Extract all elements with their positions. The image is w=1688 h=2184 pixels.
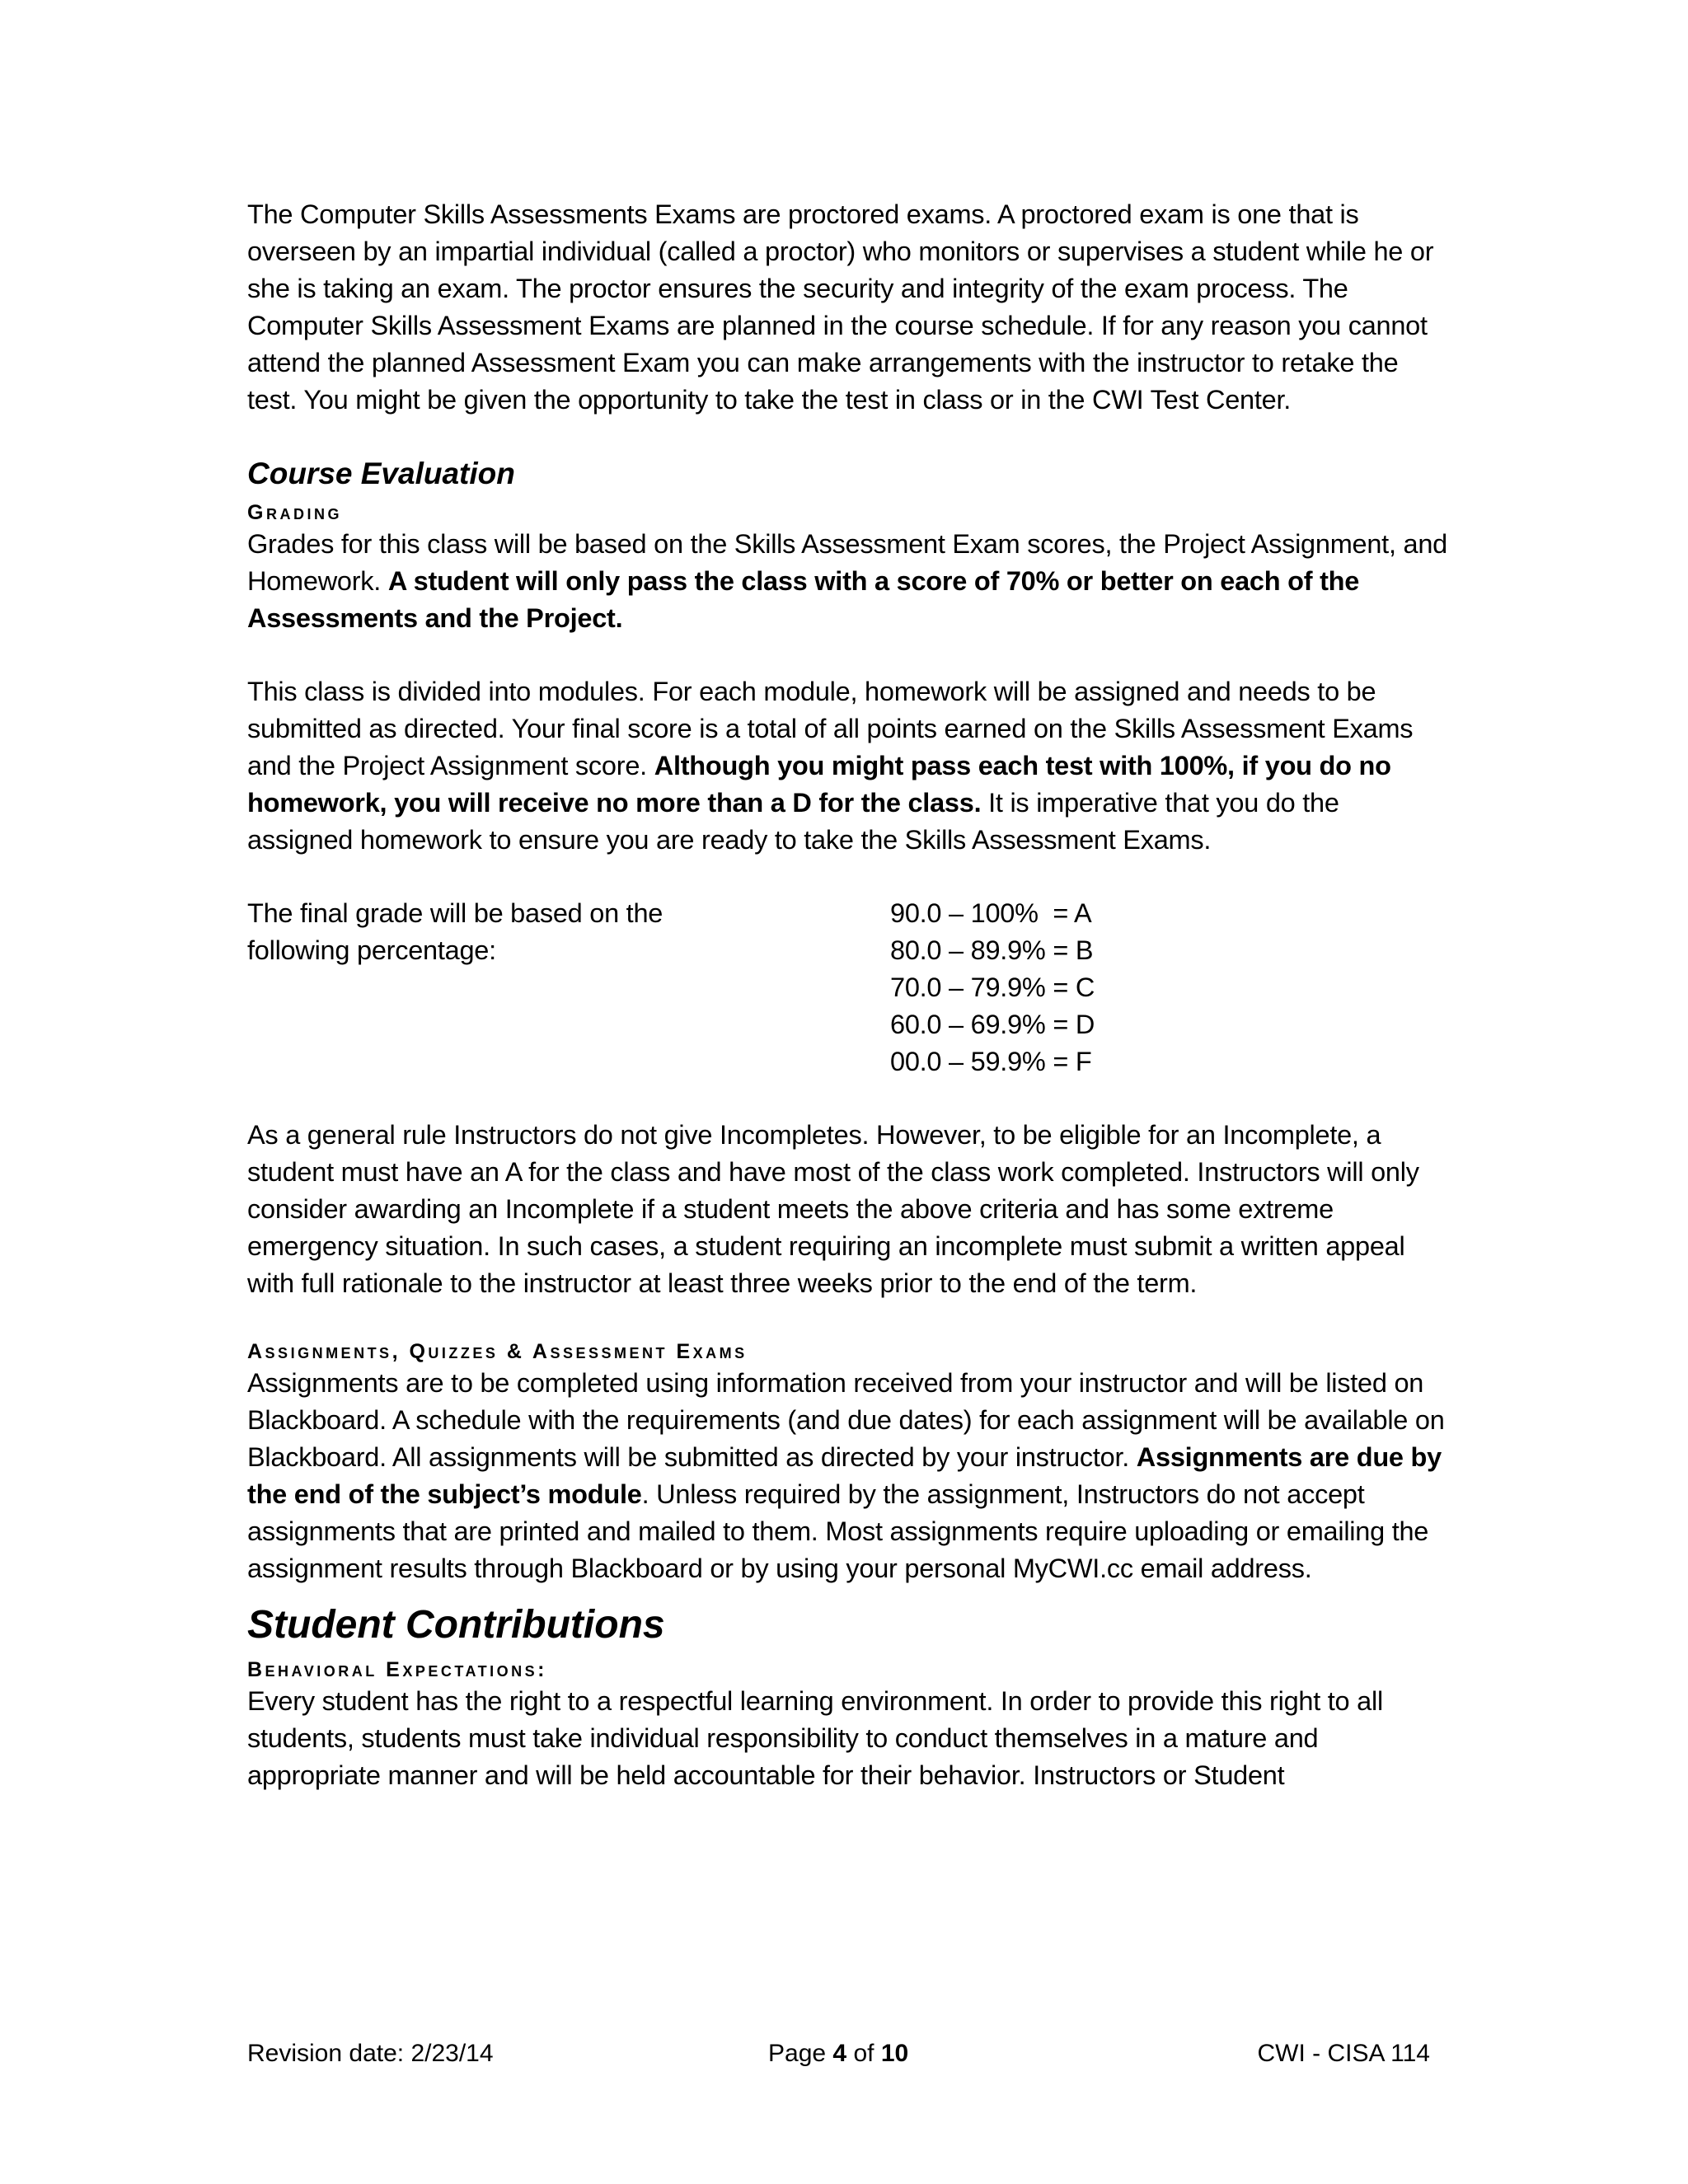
grade-scale-item: 80.0 – 89.9% = B — [890, 935, 1094, 965]
page-word: Page — [768, 2040, 827, 2067]
course-code: CWI - CISA 114 — [1257, 2040, 1430, 2067]
grade-scale-list — [890, 895, 1095, 1080]
grade-scale-label-line-2: following percentage: — [247, 935, 496, 965]
grading-heading: Grading — [247, 501, 342, 524]
modules-text-1: This class is divided into modules. For each module, homework will be assigned and needs to be submitted as directed. Your final score is a total of all points earned on the Skills Assessment Exams and the Project Assignment score. — [247, 677, 1414, 780]
student-contributions-heading: Student Contributions — [247, 1603, 665, 1647]
assignments-heading: Assignments, Quizzes & Assessment Exams — [247, 1340, 748, 1363]
grade-scale-label-line-1: The final grade will be based on the — [247, 898, 663, 928]
grade-scale-item: 70.0 – 79.9% = C — [890, 972, 1095, 1002]
assignments-bold-text: Assignments are due by the end of the subject’s module — [247, 1442, 1442, 1509]
grading-text: Grades for this class will be based on the Skills Assessment Exam scores, the Project Assignment, and Homework. — [247, 529, 1447, 596]
grade-scale-item: 90.0 – 100% = A — [890, 898, 1092, 928]
page-total: 10 — [880, 2040, 909, 2067]
grading-bold-text: A student will only pass the class with a score of 70% or better on each of the Assessments and the Project. — [247, 566, 1360, 633]
revision-date: Revision date: 2/23/14 — [247, 2040, 494, 2067]
assignments-paragraph — [247, 1365, 1451, 1587]
grade-scale-block — [247, 895, 1451, 1080]
intro-paragraph: The Computer Skills Assessments Exams are proctored exams. A proctored exam is one that is overseen by an impartial individual (called a proctor) who monitors or supervises a student while he or she is taking an exam. The proctor ensures the security and integrity of the exam process. The Computer Skills Assessment Exams are planned in the course schedule. If for any reason you cannot attend the planned Assessment Exam you can make arrangements with the instructor to retake the test. You might be given the opportunity to take the test in class or in the CWI Test Center. — [247, 199, 1434, 415]
behavioral-expectations-heading: Behavioral Expectations: — [247, 1658, 548, 1681]
document-page — [247, 196, 1451, 1794]
modules-bold-text: Although you might pass each test with 100%, if you do no homework, you will receive no more than a D for the class. — [247, 751, 1391, 818]
page-current: 4 — [832, 2040, 847, 2067]
assignments-text-2: . Unless required by the assignment, Instructors do not accept assignments that are printed and mailed to them. Most assignments require uploading or emailing the assignment results through Blackboard or by using your personal MyCWI.cc email address. — [247, 1479, 1429, 1583]
page-number — [768, 2037, 908, 2070]
page-of: of — [853, 2040, 874, 2067]
page-footer — [247, 2037, 1430, 2070]
grade-scale-item: 00.0 – 59.9% = F — [890, 1047, 1092, 1076]
assignments-text-1: Assignments are to be completed using information received from your instructor and will be listed on Blackboard. A schedule with the requirements (and due dates) for each assignment will be available on Blackboard. All assignments will be submitted as directed by your instructor. — [247, 1368, 1445, 1472]
grading-paragraph — [247, 526, 1451, 637]
modules-text-2: It is imperative that you do the assigned homework to ensure you are ready to take the Skills Assessment Exams. — [247, 788, 1339, 855]
grade-scale-item: 60.0 – 69.9% = D — [890, 1010, 1095, 1039]
grade-scale-label — [247, 895, 890, 1080]
incomplete-paragraph: As a general rule Instructors do not give Incompletes. However, to be eligible for an Incomplete, a student must have an A for the class and have most of the class work completed. Instructors will only consider awarding an Incomplete if a student meets the above criteria and has some extreme emergency situation. In such cases, a student requiring an incomplete must submit a written appeal with full rationale to the instructor at least three weeks prior to the end of the term. — [247, 1120, 1419, 1298]
modules-paragraph — [247, 673, 1451, 859]
course-evaluation-heading: Course Evaluation — [247, 457, 515, 490]
behavioral-paragraph: Every student has the right to a respectful learning environment. In order to provide this right to all students, students must take individual responsibility to conduct themselves in a mature and appropriate manner and will be held accountable for their behavior. Instructors or Student — [247, 1686, 1383, 1790]
